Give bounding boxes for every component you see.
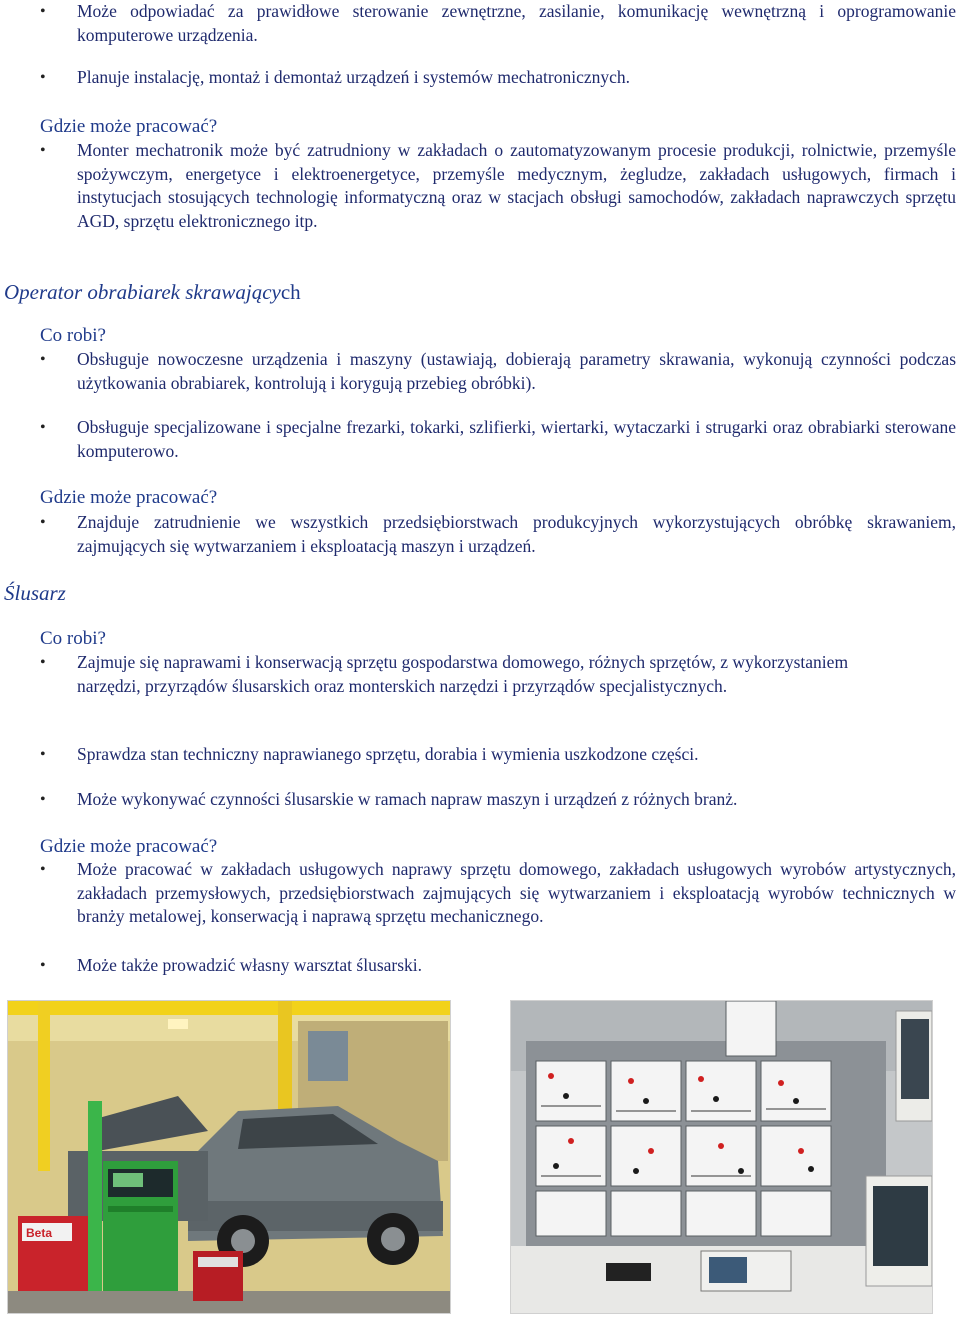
- slusarz-where-heading: Gdzie może pracować?: [40, 836, 218, 857]
- bullet-text: • Może odpowiadać za prawidłowe sterowanie zewnętrzne, zasilanie, komunikację wewnętrzną i oprogramowanie komputerowe urządzenia.: [77, 1, 956, 45]
- section-title-italic: Operator obrabiarek skrawający: [4, 280, 281, 304]
- section-title: Ślusarz: [4, 581, 66, 605]
- mechatronik-where-heading: Gdzie może pracować?: [40, 116, 218, 137]
- operator-what-heading: Co robi?: [40, 325, 106, 346]
- bullet-text: • Obsługuje specjalizowane i specjalne frezarki, tokarki, szlifierki, wiertarki, wytaczarki i strugarki oraz obrabiarki sterowane komputerowo.: [77, 417, 956, 461]
- slusarz-section-title: [0, 580, 960, 606]
- slusarz-what-bullet-3: [0, 788, 960, 812]
- mechatronik-bullet-2: [0, 66, 960, 90]
- bullet-text: • Obsługuje nowoczesne urządzenia i maszyny (ustawiają, dobierają parametry skrawania, wykonują czynności podczas użytkowania obrabiarek, kontrolują i korygują przebieg obróbki).: [77, 349, 956, 393]
- operator-section-title: [0, 279, 960, 305]
- bullet-text: • Planuje instalację, montaż i demontaż urządzeń i systemów mechatronicznych.: [77, 67, 630, 87]
- bullet-text: • Zajmuje się naprawami i konserwacją sprzętu gospodarstwa domowego, różnych sprzętów, z wykorzystaniem narzędzi, przyrządów ślusarskich oraz monterskich narzędzi i przyrządów specjalistycznych.: [77, 652, 849, 696]
- operator-where-bullet-1: [0, 511, 960, 558]
- bullet-text: • Może pracować w zakładach usługowych naprawy sprzętu domowego, zakładach usługowych wyrobów artystycznych, zakładach przemysłowych, przedsiębiorstwach zajmujących się wytwarzaniem i eksploatacją wyrobów technicznych w branży metalowej, konserwacją i naprawą sprzętu mechanicznego.: [77, 859, 956, 926]
- beta-sign: Beta: [26, 1226, 53, 1240]
- mechatronik-where-bullet-1: [0, 139, 960, 233]
- slusarz-where-bullet-1: [0, 858, 960, 929]
- operator-what-bullet-2: [0, 416, 960, 463]
- electronics-lab-illustration: [511, 1001, 932, 1313]
- bullet-text: • Może także prowadzić własny warsztat ślusarski.: [77, 955, 423, 975]
- mechatronik-bullet-1: [0, 0, 960, 47]
- slusarz-what-heading: Co robi?: [40, 628, 106, 649]
- bullet-text: • Może wykonywać czynności ślusarskie w ramach napraw maszyn i urządzeń z różnych branż.: [77, 789, 738, 809]
- section-title-suffix: ch: [280, 280, 301, 304]
- slusarz-what-bullet-2: [0, 743, 960, 767]
- slusarz-where-bullet-2: [0, 954, 960, 978]
- car-workshop-photo: [7, 1000, 451, 1314]
- operator-where-heading: Gdzie może pracować?: [40, 487, 218, 508]
- operator-what-bullet-1: [0, 348, 960, 395]
- bullet-text: • Sprawdza stan techniczny naprawianego sprzętu, dorabia i wymienia uszkodzone części.: [77, 744, 699, 764]
- bullet-text: • Monter mechatronik może być zatrudniony w zakładach o zautomatyzowanym procesie produkcji, rolnictwie, przemyśle spożywczym, energetyce i elektroenergetyce, przemyśle medycznym, żegludze, zakładach usługowych, firmach i instytucjach stosujących technologię informatyczną oraz w stacjach obsługi samochodów, zakładach naprawczych sprzętu AGD, sprzętu elektronicznego itp.: [77, 140, 956, 231]
- electronics-lab-photo: [510, 1000, 933, 1314]
- slusarz-what-bullet-1: [0, 651, 960, 698]
- bullet-text: • Znajduje zatrudnienie we wszystkich przedsiębiorstwach produkcyjnych wykorzystujących obróbkę skrawaniem, zajmujących się wytwarzaniem i eksploatacją maszyn i urządzeń.: [77, 512, 956, 556]
- car-workshop-illustration: [8, 1001, 450, 1313]
